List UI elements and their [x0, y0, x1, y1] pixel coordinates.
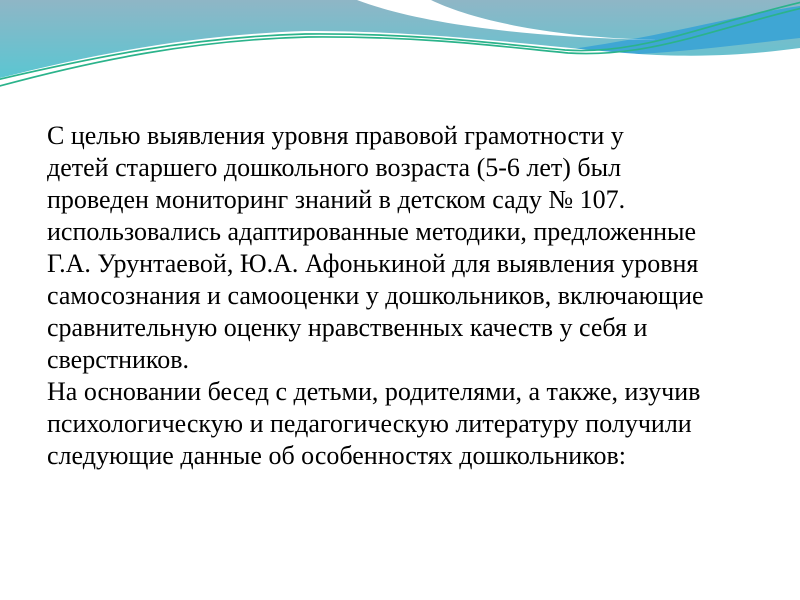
body-text-line: самосознания и самооценки у дошкольников, включающие	[47, 281, 704, 310]
body-text-line: Г.А. Урунтаевой, Ю.А. Афонькиной для выявления уровня	[47, 249, 699, 278]
body-text-line: психологическую и педагогическую литературу получили	[47, 409, 692, 438]
body-text-line: На основании бесед с детьми, родителями, а также, изучив	[47, 377, 701, 406]
header-wave-graphic	[0, 0, 800, 132]
body-text-line: детей старшего дошкольного возраста (5-6 лет) был	[47, 153, 622, 182]
body-text-line: С целью выявления уровня правовой грамотности у	[47, 121, 624, 150]
body-text-line: сверстников.	[47, 345, 190, 374]
slide-body-text	[47, 120, 787, 472]
body-text-line: следующие данные об особенностях дошкольников:	[47, 441, 626, 470]
body-text-line: сравнительную оценку нравственных качеств у себя и	[47, 313, 648, 342]
body-text-line: использовались адаптированные методики, предложенные	[47, 217, 697, 246]
body-text-line: проведен мониторинг знаний в детском саду № 107.	[47, 185, 626, 214]
